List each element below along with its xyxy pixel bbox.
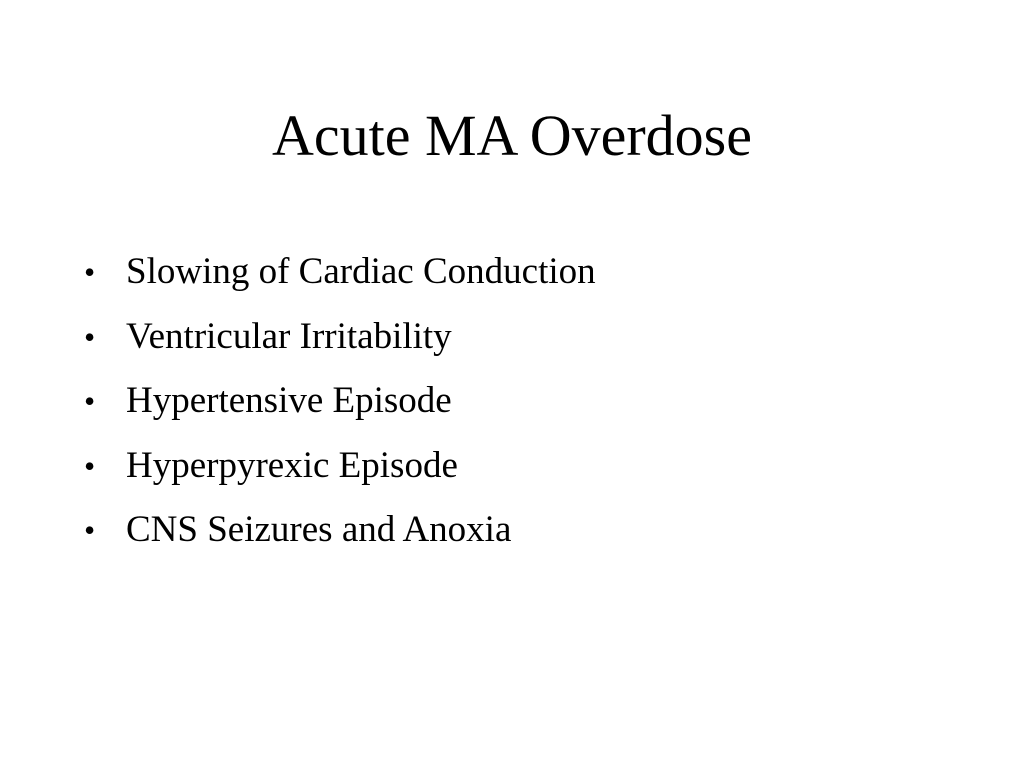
bullet-text: Hypertensive Episode bbox=[126, 380, 452, 421]
bullet-text: Slowing of Cardiac Conduction bbox=[126, 251, 596, 292]
bullet-text: Ventricular Irritability bbox=[126, 315, 452, 357]
bullet-icon: • bbox=[84, 447, 96, 484]
slide-title: Acute MA Overdose bbox=[271, 103, 752, 168]
bullet-text: CNS Seizures and Anoxia bbox=[126, 509, 512, 550]
bullet-icon: • bbox=[84, 512, 96, 548]
bullet-icon: • bbox=[84, 254, 96, 290]
bullet-icon: • bbox=[84, 383, 96, 419]
bullet-text: Hyperpyrexic Episode bbox=[126, 444, 458, 486]
bullet-icon: • bbox=[84, 318, 96, 355]
